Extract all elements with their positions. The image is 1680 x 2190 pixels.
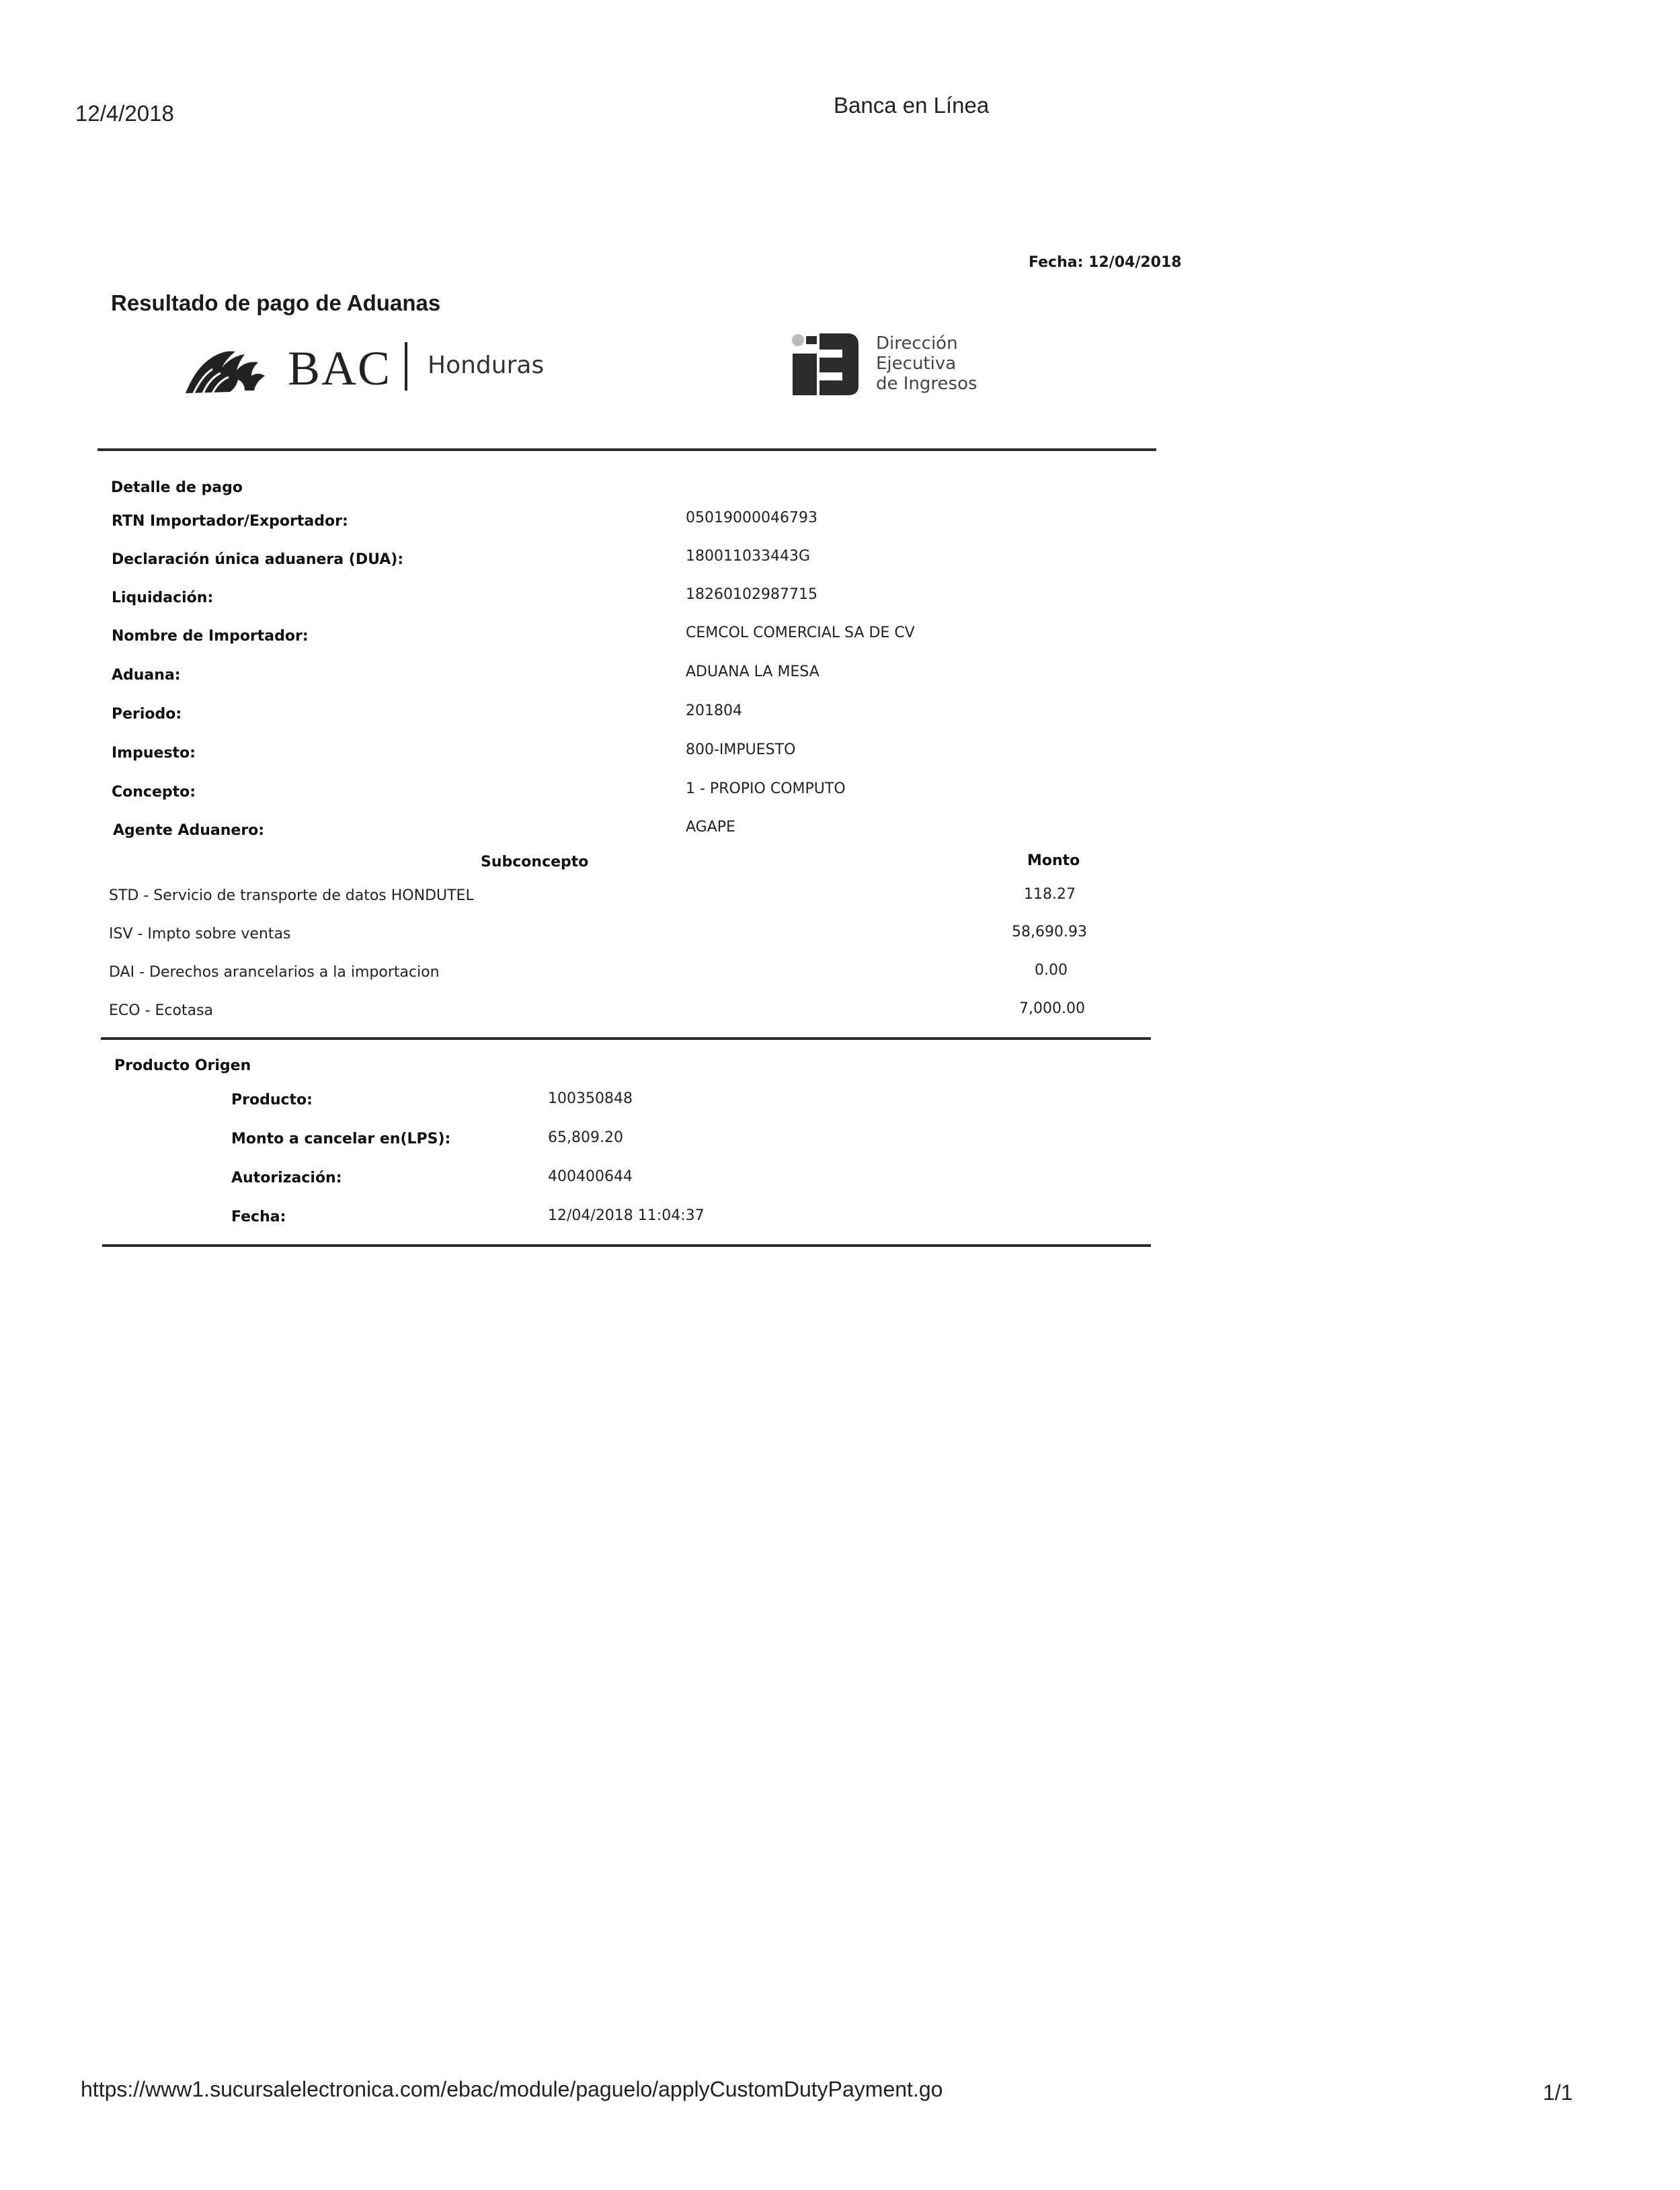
- field-label: Impuesto:: [112, 745, 196, 762]
- footer-page-number: 1/1: [1543, 2080, 1573, 2105]
- divider-bottom: [102, 1244, 1151, 1247]
- page-title: Resultado de pago de Aduanas: [111, 290, 441, 315]
- subconcepto-name: ECO - Ecotasa: [109, 1002, 214, 1019]
- subconcepto-monto: 58,690.93: [1012, 924, 1087, 940]
- producto-value: 12/04/2018 11:04:37: [548, 1207, 705, 1224]
- producto-label: Monto a cancelar en(LPS):: [231, 1131, 451, 1147]
- bac-logo: [180, 339, 557, 400]
- subconcepto-monto: 7,000.00: [1019, 1000, 1085, 1017]
- divider-middle: [101, 1037, 1151, 1040]
- footer-url[interactable]: https://www1.sucursalelectronica.com/ebac/module/paguelo/applyCustomDutyPayment.go: [81, 2077, 943, 2101]
- field-label: RTN Importador/Exportador:: [112, 513, 348, 530]
- subconcepto-name: DAI - Derechos arancelarios a la importacion: [109, 964, 440, 981]
- field-value: 201804: [686, 702, 742, 719]
- producto-heading: Producto Origen: [114, 1057, 251, 1074]
- bac-divider: [405, 342, 407, 391]
- dei-line1: Dirección: [876, 333, 958, 354]
- producto-value: 400400644: [548, 1168, 633, 1185]
- field-value: CEMCOL COMERCIAL SA DE CV: [686, 624, 915, 641]
- field-label: Agente Aduanero:: [113, 822, 265, 839]
- field-value: AGAPE: [686, 819, 735, 836]
- field-label: Declaración única aduanera (DUA):: [112, 551, 404, 568]
- bac-country: Honduras: [428, 352, 545, 379]
- field-label: Aduana:: [112, 667, 181, 684]
- field-value: 05019000046793: [686, 510, 817, 526]
- field-label: Nombre de Importador:: [112, 628, 309, 645]
- print-date: 12/4/2018: [75, 101, 174, 126]
- producto-label: Fecha:: [231, 1209, 286, 1225]
- subconcepto-monto: 118.27: [1024, 886, 1076, 903]
- field-label: Concepto:: [112, 784, 196, 801]
- col-subconcepto: Subconcepto: [481, 854, 589, 870]
- field-value: 180011033443G: [686, 548, 811, 565]
- producto-label: Producto:: [231, 1092, 313, 1108]
- dei-logo: [790, 329, 1005, 403]
- field-value: ADUANA LA MESA: [686, 663, 819, 680]
- print-title: Banca en Línea: [834, 93, 990, 118]
- field-value: 18260102987715: [686, 586, 817, 603]
- col-monto: Monto: [1027, 852, 1080, 869]
- subconcepto-name: ISV - Impto sobre ventas: [109, 926, 291, 942]
- subconcepto-name: STD - Servicio de transporte de datos HONDUTEL: [109, 887, 474, 904]
- dei-line3: de Ingresos: [876, 374, 977, 394]
- dei-text: [876, 333, 977, 394]
- subconcepto-monto: 0.00: [1035, 962, 1068, 979]
- field-value: 1 - PROPIO COMPUTO: [686, 780, 846, 797]
- dei-emblem-icon: [790, 331, 864, 398]
- divider-top: [97, 448, 1156, 451]
- detalle-heading: Detalle de pago: [111, 479, 243, 496]
- fecha-label: Fecha: 12/04/2018: [1029, 254, 1182, 271]
- dei-line2: Ejecutiva: [876, 354, 957, 374]
- field-label: Liquidación:: [112, 590, 214, 606]
- producto-value: 100350848: [548, 1090, 633, 1107]
- producto-label: Autorización:: [231, 1170, 342, 1186]
- field-value: 800-IMPUESTO: [686, 741, 796, 758]
- bac-lion-icon: [180, 343, 268, 397]
- field-label: Periodo:: [112, 706, 182, 723]
- bac-brand: BAC: [288, 341, 392, 395]
- producto-value: 65,809.20: [548, 1129, 623, 1146]
